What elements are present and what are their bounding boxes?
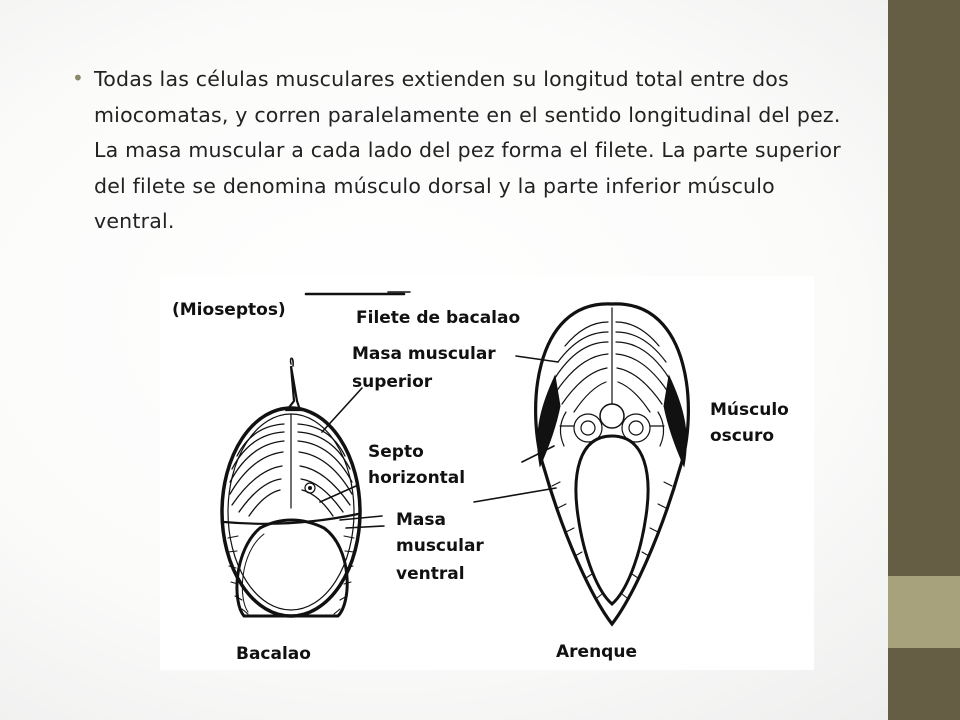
label-masa-ventral-line2: muscular: [396, 536, 484, 556]
bullet-dot-icon: •: [72, 66, 84, 90]
label-musculo-oscuro-line1: Músculo: [710, 400, 789, 420]
label-masa-superior-line2: superior: [352, 372, 433, 392]
side-accent-bar-bottom: [888, 648, 960, 720]
label-musculo-oscuro-line2: oscuro: [710, 426, 775, 446]
fish-diagram-drawing: [160, 276, 814, 670]
label-septo-line1: Septo: [368, 442, 424, 462]
label-masa-ventral-line3: ventral: [396, 564, 465, 584]
label-arenque: Arenque: [556, 642, 637, 662]
herring-cross-section: [536, 304, 689, 624]
label-filete-bacalao: Filete de bacalao: [356, 308, 521, 328]
bullet-text: Todas las células musculares extienden su longitud total entre dos miocomatas, y corren paralelamente en el sentido longitudinal del pez. La masa muscular a cada lado del pez forma el filete. La parte superior del filete se denomina músculo dorsal y la parte inferior músculo ventral.: [94, 67, 841, 233]
bullet-point: [72, 62, 842, 240]
label-septo-line2: horizontal: [368, 468, 466, 488]
fish-cross-section-figure: [160, 276, 814, 670]
label-mioseptos: (Mioseptos): [172, 300, 286, 320]
cod-cross-section: [222, 358, 360, 616]
label-masa-ventral-line1: Masa: [396, 510, 446, 530]
label-masa-superior-line1: Masa muscular: [352, 344, 496, 364]
side-accent-bar-middle: [888, 576, 960, 648]
side-accent-bar-top: [888, 0, 960, 576]
label-bacalao: Bacalao: [236, 644, 311, 664]
